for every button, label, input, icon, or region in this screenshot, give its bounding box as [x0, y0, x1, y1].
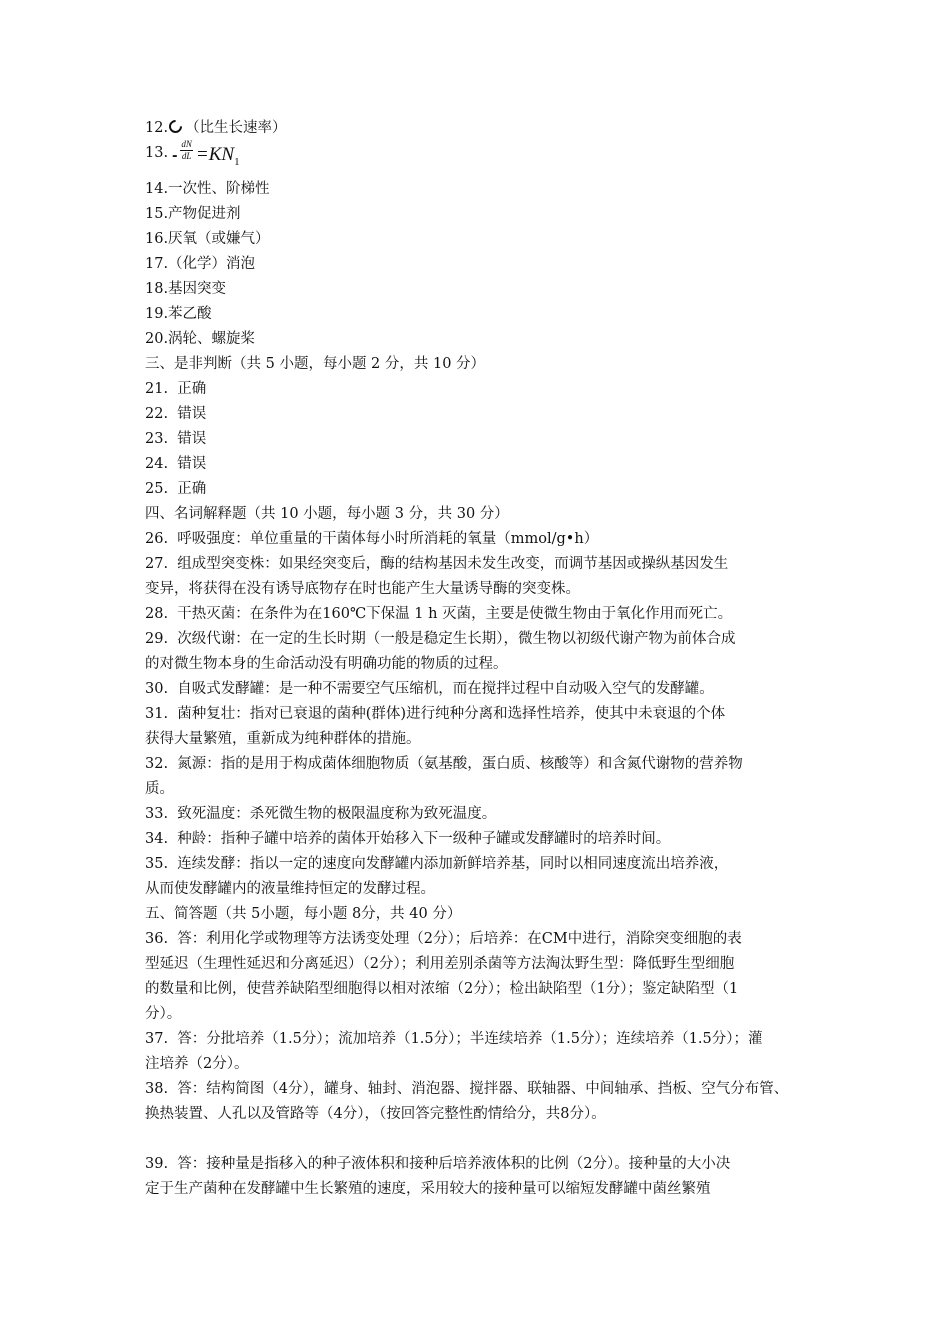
formula-fraction — [180, 139, 193, 162]
answer-29-line-1: 29. 次级代谢：在一定的生长时期（一般是稳定生长期），微生物以初级代谢产物为前体合成 — [145, 631, 736, 647]
answer-22: 22. 错误 — [145, 406, 207, 422]
half-circle-icon — [166, 117, 184, 135]
answer-26: 26. 呼吸强度：单位重量的干菌体每小时所消耗的氧量（mmol/g•h） — [145, 531, 599, 547]
answer-19: 19.苯乙酸 — [145, 306, 212, 322]
answer-13-number: 13. — [145, 145, 169, 161]
answer-36-line-3: 的数量和比例，使营养缺陷型细胞得以相对浓缩（2分）；检出缺陷型（1分）；鉴定缺陷型（1 — [145, 981, 739, 997]
formula-subscript: 1 — [234, 156, 240, 168]
formula-rhs-text: =KN — [195, 144, 235, 165]
answer-21: 21. 正确 — [145, 381, 207, 397]
answer-16: 16.厌氧（或嫌气） — [145, 231, 270, 247]
answer-39-line-2: 定于生产菌种在发酵罐中生长繁殖的速度，采用较大的接种量可以缩短发酵罐中菌丝繁殖 — [145, 1181, 711, 1197]
answer-33: 33. 致死温度：杀死微生物的极限温度称为致死温度。 — [145, 806, 497, 822]
answer-24: 24. 错误 — [145, 456, 207, 472]
answer-31-line-1: 31. 菌种复壮：指对已衰退的菌种(群体)进行纯种分离和选择性培养，使其中未衰退的个体 — [145, 706, 726, 722]
section-3-heading: 三、是非判断（共 5 小题，每小题 2 分，共 10 分） — [145, 356, 486, 372]
formula-rhs — [196, 142, 240, 170]
answer-35-line-2: 从而使发酵罐内的液量维持恒定的发酵过程。 — [145, 881, 435, 897]
answer-12-number: 12. — [145, 120, 169, 136]
answer-39-line-1: 39. 答：接种量是指移入的种子液体积和接种后培养液体积的比例（2分）。接种量的大小决 — [145, 1156, 731, 1172]
answer-34: 34. 种龄：指种子罐中培养的菌体开始移入下一级种子罐或发酵罐时的培养时间。 — [145, 831, 671, 847]
formula-denominator: dL — [181, 151, 192, 161]
answer-32-line-2: 质。 — [145, 781, 174, 797]
formula-sign: - — [172, 147, 178, 164]
document-body — [145, 116, 825, 1202]
answer-15: 15.产物促进剂 — [145, 206, 241, 222]
answer-29-line-2: 的对微生物本身的生命活动没有明确功能的物质的过程。 — [145, 656, 508, 672]
answer-12 — [145, 116, 825, 141]
answer-38-line-2: 换热装置、人孔以及管路等（4分），（按回答完整性酌情给分，共8分）。 — [145, 1106, 606, 1122]
answer-32-line-1: 32. 氮源：指的是用于构成菌体细胞物质（氨基酸，蛋白质、核酸等）和含氮代谢物的营养物 — [145, 756, 743, 772]
answer-35-line-1: 35. 连续发酵：指以一定的速度向发酵罐内添加新鲜培养基，同时以相同速度流出培养液， — [145, 856, 729, 872]
answer-38-line-1: 38. 答：结构简图（4分），罐身、轴封、消泡器、搅拌器、联轴器、中间轴承、挡板、空气分布管、 — [145, 1081, 789, 1097]
answer-25: 25. 正确 — [145, 481, 207, 497]
answer-36-line-1: 36. 答：利用化学或物理等方法诱变处理（2分）；后培养：在CM中进行，消除突变细胞的表 — [145, 931, 742, 947]
answer-12-text: （比生长速率） — [185, 120, 287, 136]
answer-30: 30. 自吸式发酵罐：是一种不需要空气压缩机，而在搅拌过程中自动吸入空气的发酵罐。 — [145, 681, 714, 697]
paragraph-gap — [145, 1127, 825, 1152]
section-4-heading: 四、名词解释题（共 10 小题，每小题 3 分，共 30 分） — [145, 506, 509, 522]
answer-36-line-4: 分）。 — [145, 1006, 182, 1022]
answer-36-line-2: 型延迟（生理性延迟和分离延迟）（2分）；利用差别杀菌等方法淘汰野生型：降低野生型细胞 — [145, 956, 735, 972]
formula — [172, 141, 240, 170]
answer-18: 18.基因突变 — [145, 281, 227, 297]
section-5-heading: 五、简答题（共 5小题，每小题 8分，共 40 分） — [145, 906, 462, 922]
answer-13 — [145, 141, 825, 177]
answer-28: 28. 干热灭菌：在条件为在160℃下保温 1 h 灭菌，主要是使微生物由于氧化作用而死亡。 — [145, 606, 733, 622]
answer-27-line-1: 27. 组成型突变株：如果经突变后，酶的结构基因未发生改变，而调节基因或操纵基因发生 — [145, 556, 729, 572]
answer-27-line-2: 变异，将获得在没有诱导底物存在时也能产生大量诱导酶的突变株。 — [145, 581, 580, 597]
formula-numerator: dN — [181, 139, 192, 149]
answer-23: 23. 错误 — [145, 431, 207, 447]
answer-37-line-2: 注培养（2分）。 — [145, 1056, 249, 1072]
answer-37-line-1: 37. 答：分批培养（1.5分）；流加培养（1.5分）；半连续培养（1.5分）；连续培养（1.5分）；灌 — [145, 1031, 763, 1047]
answer-20: 20.涡轮、螺旋桨 — [145, 331, 256, 347]
answer-31-line-2: 获得大量繁殖，重新成为纯种群体的措施。 — [145, 731, 421, 747]
answer-14: 14.一次性、阶梯性 — [145, 181, 270, 197]
answer-17: 17.（化学）消泡 — [145, 256, 256, 272]
